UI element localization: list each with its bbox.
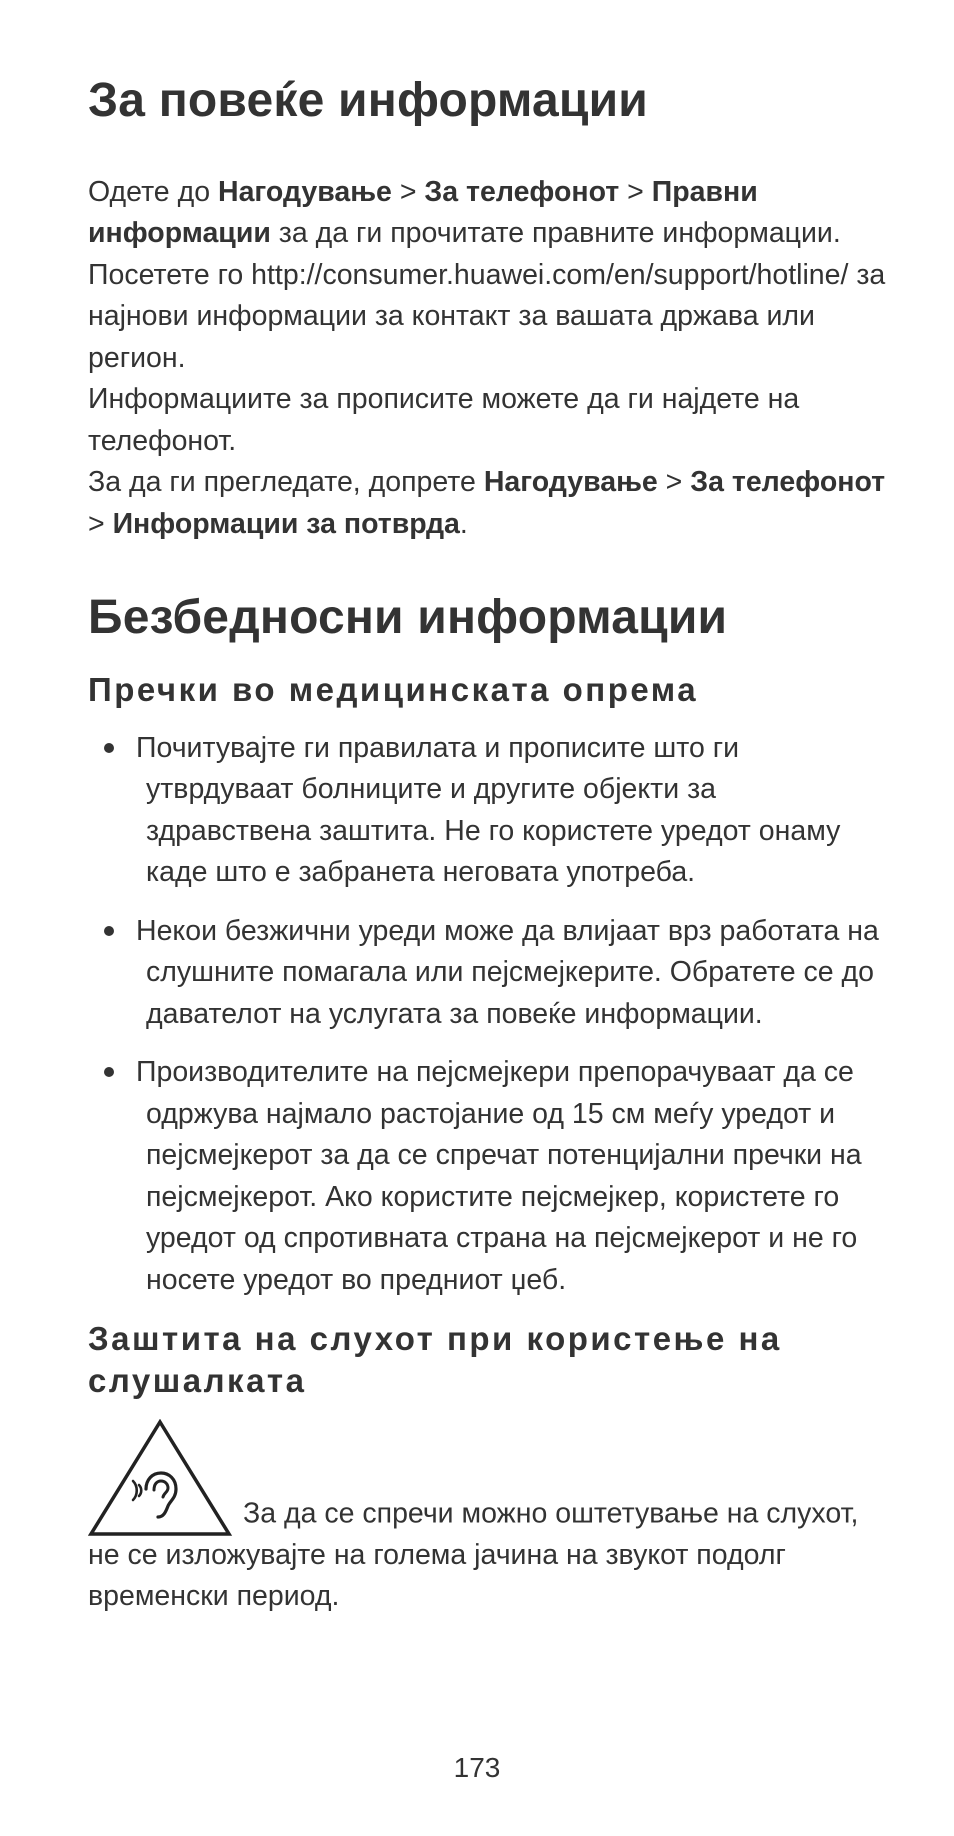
- section-title-safety-info: Безбедносни информации: [88, 591, 728, 645]
- bullet-icon: [104, 743, 114, 753]
- text-run: >: [657, 466, 691, 499]
- regulatory-paragraph: Информациите за прописите можете да ги најдете на телефонот.: [88, 383, 800, 457]
- menu-path-settings: Нагодување: [483, 466, 658, 499]
- text-run: за да ги прочитате правните информации.: [270, 217, 841, 250]
- page-number: 173: [453, 1752, 501, 1783]
- list-item: [88, 1052, 888, 1301]
- text-run: Одете до: [88, 175, 218, 208]
- menu-path-about-phone: За телефонот: [690, 466, 886, 499]
- text-run: >: [619, 175, 652, 208]
- hearing-warning-triangle-icon: [88, 1419, 233, 1537]
- hotline-paragraph: Посетете го http://consumer.huawei.com/en/support/hotline/ за најнови информации за контакт за вашата држава или регион.: [88, 258, 886, 374]
- hearing-warning-text: За да се спречи можно оштетување на слухот, не се изложувајте на голема јачина на звукот подолг временски период.: [88, 1497, 859, 1613]
- text-run: >: [391, 175, 425, 208]
- subsection-title-hearing-protection: Заштита на слухот при користење на слушалката: [88, 1320, 782, 1399]
- hearing-warning: [88, 1419, 888, 1618]
- menu-path-legal-info: Правни информации: [88, 175, 758, 250]
- medical-interference-list: [88, 728, 888, 1302]
- menu-path-certification-info: Информации за потврда: [112, 507, 460, 540]
- text-run: За да ги прегледате, допрете: [88, 466, 484, 499]
- bullet-icon: [104, 1067, 114, 1077]
- list-item-text: Некои безжични уреди може да влијаат врз работата на слушните помагала или пејсмејкерите. Обратете се до давателот на услугата за повеќе информации.: [136, 914, 879, 1030]
- text-run: >: [88, 507, 113, 540]
- list-item-text: Почитувајте ги правилата и прописите што ги утврдуваат болниците и другите објекти за здравствена заштита. Не го користете уредот онаму каде што е забранета неговата употреба.: [136, 731, 841, 889]
- menu-path-settings: Нагодување: [217, 175, 392, 208]
- list-item-text: Производителите на пејсмејкери препорачуваат да се одржува најмало растојание од 15 см меѓу уредот и пејсмејкерот за да се спречат потенцијални пречки на пејсмејкерот. Ако користите пејсмејкер, користете го уредот од спротивната страна на пејсмејкерот и не го носете уредот во предниот џеб.: [136, 1056, 862, 1296]
- document-page: [88, 60, 888, 1618]
- certification-paragraph: [88, 462, 888, 545]
- list-item: [88, 728, 888, 894]
- section-title-more-info: За повеќе информации: [88, 74, 649, 127]
- list-item: [88, 911, 888, 1036]
- menu-path-about-phone: За телефонот: [424, 175, 620, 208]
- bullet-icon: [104, 926, 114, 936]
- more-info-body: [88, 172, 888, 546]
- subsection-title-medical-interference: Пречки во медицинската опрема: [88, 670, 699, 708]
- text-run: .: [459, 507, 468, 540]
- legal-info-paragraph: [88, 172, 888, 255]
